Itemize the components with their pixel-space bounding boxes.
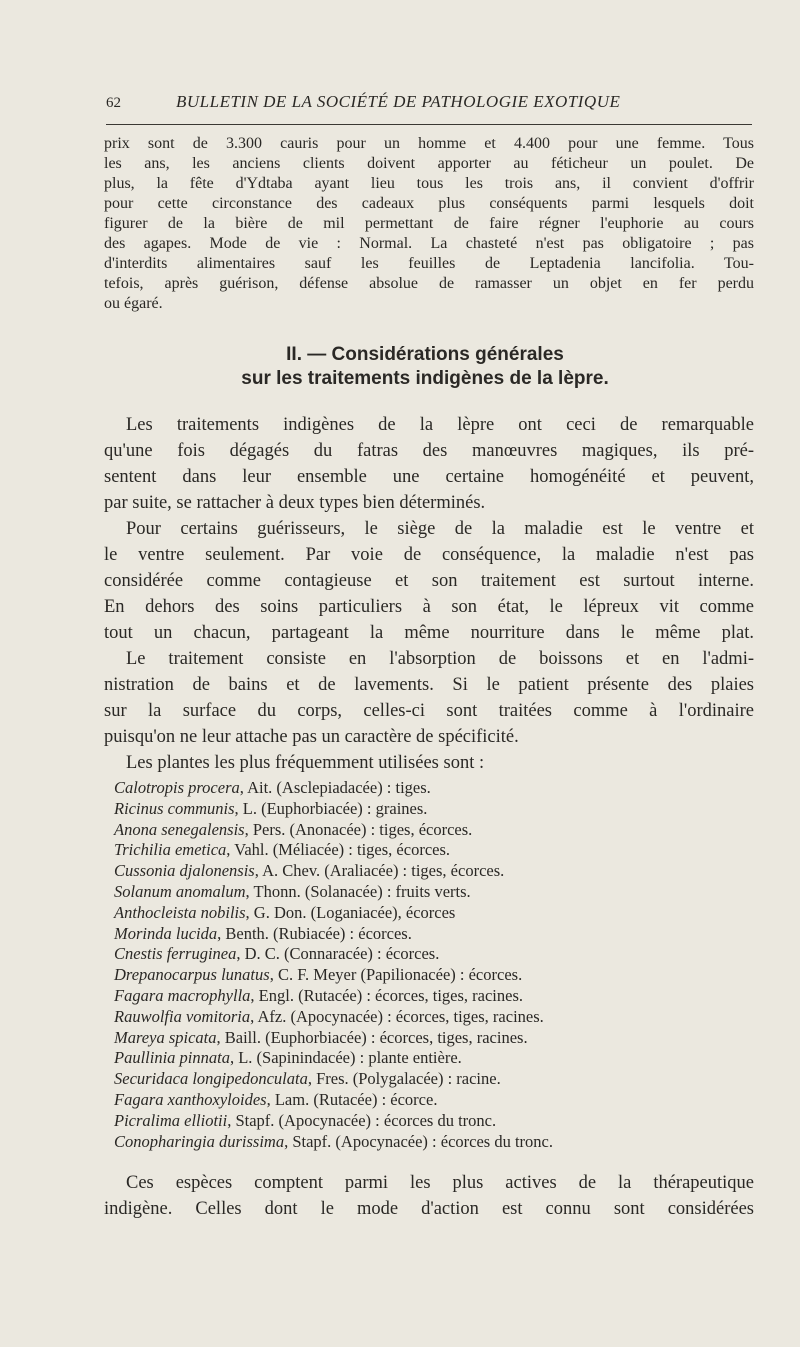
- text-line: Les plantes les plus fréquemment utilisées sont :: [126, 753, 485, 773]
- text-line: Ces espèces comptent parmi les plus actives de la thérapeutique: [126, 1173, 754, 1193]
- plant-details: , Thonn. (Solanacée) : fruits verts.: [245, 881, 471, 901]
- plant-entry: [114, 1132, 754, 1153]
- page-header: [106, 92, 752, 112]
- text-line: le ventre seulement. Par voie de conséquence, la maladie n'est pas: [104, 545, 754, 565]
- section-heading-line: sur les traitements indigènes de la lèpre.: [241, 368, 609, 389]
- plant-list: [114, 778, 754, 1152]
- plant-species: Solanum anomalum: [114, 881, 246, 901]
- plant-details: , Benth. (Rubiacée) : écorces.: [217, 923, 412, 943]
- running-title: BULLETIN DE LA SOCIÉTÉ DE PATHOLOGIE EXOTIQUE: [176, 92, 621, 111]
- plant-entry: [114, 1111, 754, 1132]
- plant-species: Anona senegalensis: [114, 819, 245, 839]
- plant-entry: [114, 820, 754, 841]
- plant-details: , L. (Euphorbiacée) : graines.: [234, 798, 428, 818]
- plant-species: Ricinus communis: [114, 798, 235, 818]
- plant-entry: [114, 799, 754, 820]
- plant-details: , Pers. (Anonacée) : tiges, écorces.: [244, 819, 473, 839]
- plant-species: Cnestis ferruginea: [114, 944, 237, 964]
- text-line: tout un chacun, partageant la même nourriture dans le même plat.: [104, 623, 754, 643]
- text-line: indigène. Celles dont le mode d'action est connu sont considérées: [104, 1199, 754, 1219]
- plant-species: Drepanocarpus lunatus: [114, 965, 270, 985]
- plant-details: , L. (Sapinindacée) : plante entière.: [229, 1048, 462, 1068]
- paragraph-fees: [104, 134, 754, 314]
- text-line: plus, la fête d'Ydtaba ayant lieu tous les trois ans, il convient d'offrir: [104, 175, 754, 192]
- plant-entry: [114, 1028, 754, 1049]
- plant-species: Anthocleista nobilis: [114, 902, 246, 922]
- plant-species: Trichilia emetica: [114, 840, 227, 860]
- text-line: prix sont de 3.300 cauris pour un homme et 4.400 pour une femme. Tous: [104, 135, 754, 152]
- plant-entry: [114, 924, 754, 945]
- plant-species: Morinda lucida: [114, 923, 218, 943]
- plant-details: , Lam. (Rutacée) : écorce.: [266, 1089, 438, 1109]
- plant-details: , Stapf. (Apocynacée) : écorces du tronc.: [227, 1110, 497, 1130]
- text-line: Pour certains guérisseurs, le siège de la maladie est le ventre et: [126, 519, 754, 539]
- plant-details: , Afz. (Apocynacée) : écorces, tiges, racines.: [250, 1006, 544, 1026]
- plant-details: , C. F. Meyer (Papilionacée) : écorces.: [269, 965, 523, 985]
- plant-entry: [114, 1069, 754, 1090]
- text-line: Le traitement consiste en l'absorption de boissons et en l'admi-: [126, 649, 754, 669]
- paragraph-treatments: [104, 412, 754, 776]
- text-line: par suite, se rattacher à deux types bien déterminés.: [104, 493, 486, 513]
- text-line: des agapes. Mode de vie : Normal. La chasteté n'est pas obligatoire ; pas: [104, 235, 754, 252]
- plant-species: Securidaca longipedonculata: [114, 1069, 308, 1089]
- text-line: Les traitements indigènes de la lèpre ont ceci de remarquable: [126, 415, 754, 435]
- text-line: qu'une fois dégagés du fatras des manœuvres magiques, ils pré-: [104, 441, 754, 461]
- header-rule: [106, 124, 752, 125]
- plant-details: , G. Don. (Loganiacée), écorces: [245, 902, 456, 922]
- plant-details: , Ait. (Asclepiadacée) : tiges.: [239, 778, 431, 797]
- plant-details: , D. C. (Connaracée) : écorces.: [236, 944, 440, 964]
- plant-details: , Vahl. (Méliacée) : tiges, écorces.: [226, 840, 451, 860]
- text-line: ou égaré.: [104, 295, 163, 312]
- plant-species: Conopharingia durissima: [114, 1131, 285, 1151]
- text-line: sentent dans leur ensemble une certaine homogénéité et peuvent,: [104, 467, 754, 487]
- section-heading: [100, 343, 750, 391]
- plant-details: , A. Chev. (Araliacée) : tiges, écorces.: [254, 861, 505, 881]
- plant-species: Fagara xanthoxyloides: [114, 1089, 267, 1109]
- text-line: considérée comme contagieuse et son traitement est surtout interne.: [104, 571, 754, 591]
- plant-species: Rauwolfia vomitoria: [114, 1006, 251, 1026]
- plant-entry: [114, 986, 754, 1007]
- text-line: tefois, après guérison, défense absolue de ramasser un objet en fer perdu: [104, 275, 754, 292]
- text-line: pour cette circonstance des cadeaux plus conséquents parmi lesquels doit: [104, 195, 754, 212]
- plant-details: , Fres. (Polygalacée) : racine.: [307, 1069, 501, 1089]
- plant-entry: [114, 1007, 754, 1028]
- plant-details: , Engl. (Rutacée) : écorces, tiges, racines.: [250, 985, 524, 1005]
- plant-details: , Stapf. (Apocynacée) : écorces du tronc.: [284, 1131, 554, 1151]
- plant-entry: [114, 1048, 754, 1069]
- plant-entry: [114, 1090, 754, 1111]
- page-number: 62: [106, 95, 121, 111]
- plant-entry: [114, 944, 754, 965]
- plant-entry: [114, 882, 754, 903]
- text-line: les ans, les anciens clients doivent apporter au féticheur un poulet. De: [104, 155, 754, 172]
- plant-entry: [114, 965, 754, 986]
- text-line: nistration de bains et de lavements. Si le patient présente des plaies: [104, 675, 754, 695]
- plant-species: Cussonia djalonensis: [114, 861, 255, 881]
- plant-details: , Baill. (Euphorbiacée) : écorces, tiges, racines.: [216, 1027, 528, 1047]
- plant-species: Fagara macrophylla: [114, 985, 251, 1005]
- text-line: d'interdits alimentaires sauf les feuilles de Leptadenia lancifolia. Tou-: [104, 255, 754, 272]
- text-line: sur la surface du corps, celles-ci sont traitées comme à l'ordinaire: [104, 701, 754, 721]
- plant-entry: [114, 778, 754, 799]
- plant-species: Paullinia pinnata: [114, 1048, 230, 1068]
- plant-species: Mareya spicata: [114, 1027, 217, 1047]
- text-line: puisqu'on ne leur attache pas un caractère de spécificité.: [104, 727, 519, 747]
- text-line: figurer de la bière de mil permettant de faire régner l'euphorie au cours: [104, 215, 754, 232]
- plant-entry: [114, 840, 754, 861]
- text-line: En dehors des soins particuliers à son état, le lépreux vit comme: [104, 597, 754, 617]
- paragraph-closing: [104, 1170, 754, 1222]
- plant-entry: [114, 903, 754, 924]
- plant-species: Picralima elliotii: [114, 1110, 228, 1130]
- plant-species: Calotropis procera: [114, 778, 240, 797]
- plant-entry: [114, 861, 754, 882]
- section-heading-line: II. — Considérations générales: [286, 344, 564, 365]
